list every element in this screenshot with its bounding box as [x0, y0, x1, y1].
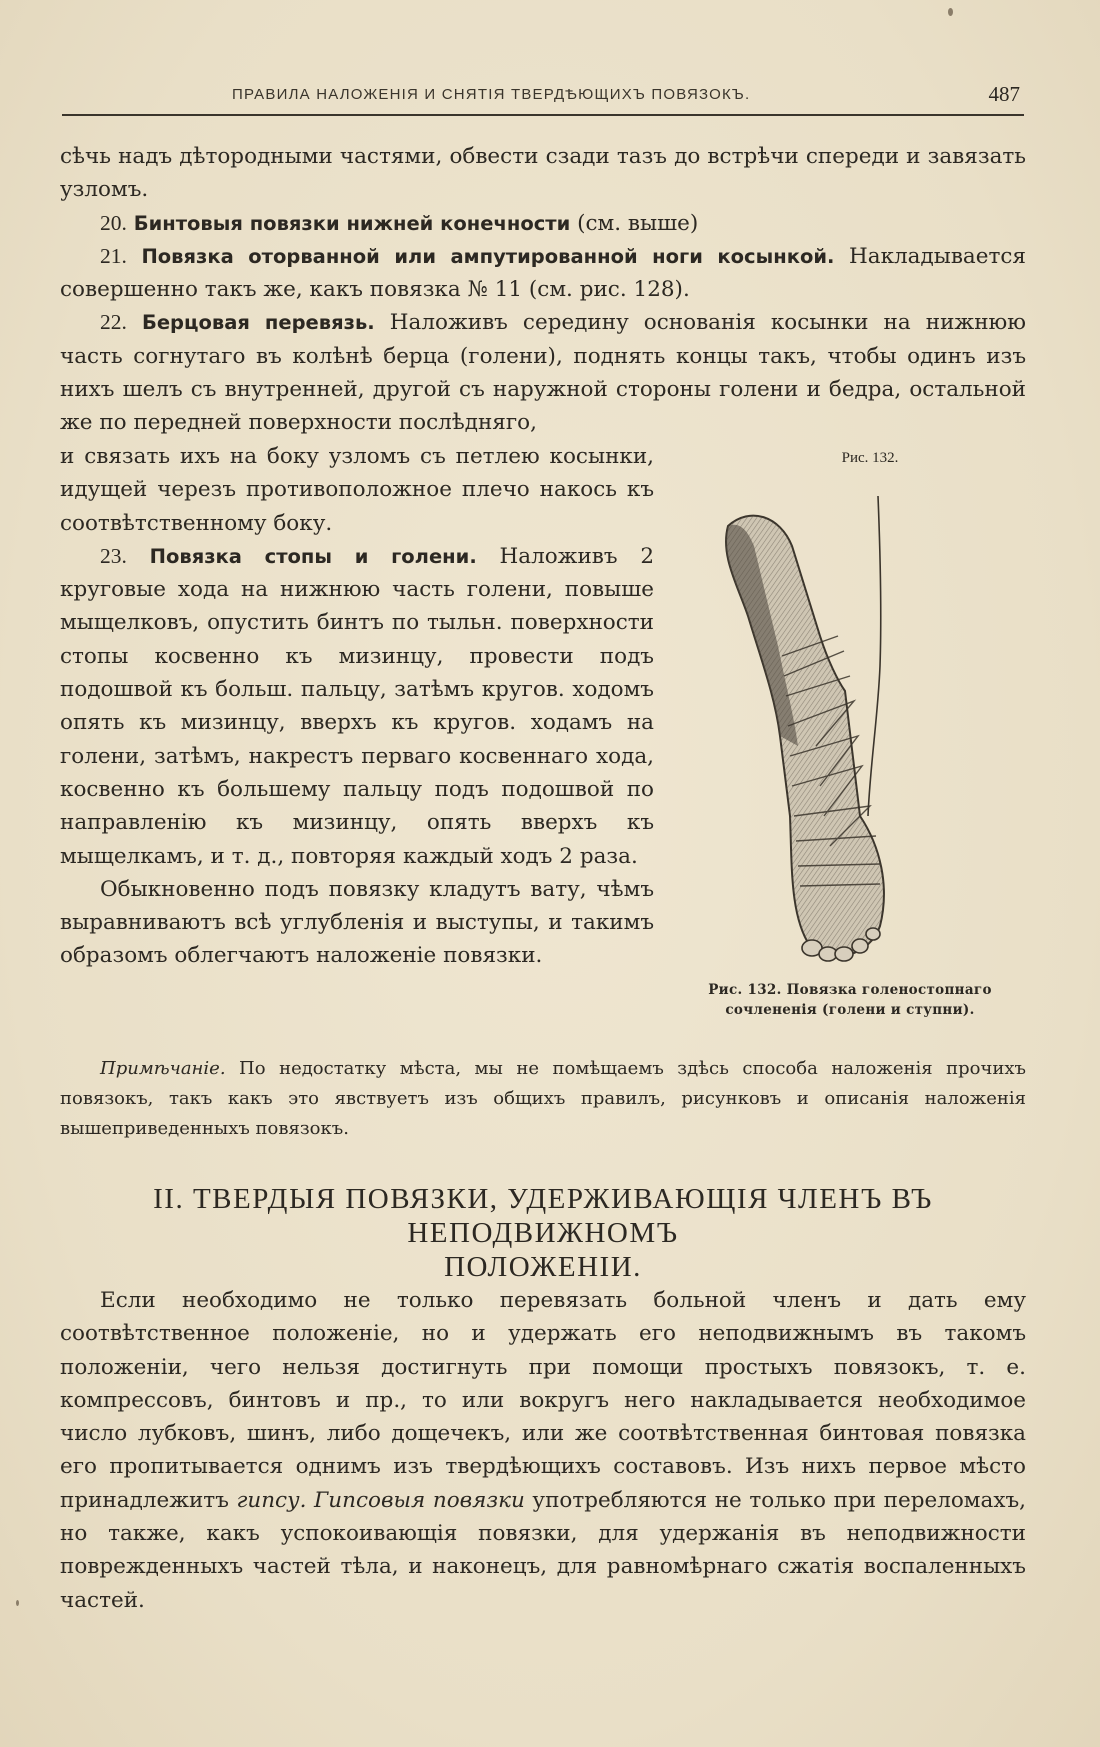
item-22-text: Наложивъ середину основанія косынки на нижнюю часть согнутаго въ колѣнѣ берца (голени), поднять концы такъ, чтобы одинъ изъ нихъ шелъ съ внутренней, другой съ наружной стороны голени и бедра, остальной же по передней поверхности послѣдняго, — [60, 310, 1026, 436]
cotton-text: Обыкновенно подъ повязку кладутъ вату, чѣмъ выравниваютъ всѣ углубленія и выступы, и такимъ образомъ облегчаютъ наложеніе повязки. — [60, 876, 654, 969]
cotton-paragraph — [60, 873, 654, 973]
note-label: Примѣчаніе. — [100, 1058, 226, 1079]
note-text: По недостатку мѣста, мы не помѣщаемъ здѣсь способа наложенія прочихъ повязокъ, такъ какъ это явствуетъ изъ общихъ правилъ, рисунковъ и описанія наложенія вышеприведенныхъ повязокъ. — [60, 1058, 1026, 1139]
section-body — [60, 1284, 1026, 1617]
item-22-number: 22. — [100, 310, 127, 335]
continuation-text: сѣчь надъ дѣтородными частями, обвести сзади тазъ до встрѣчи спереди и завязать узломъ. — [60, 144, 1026, 203]
figure-132 — [690, 450, 1010, 1026]
item-23-heading: Повязка стопы и голени. — [149, 544, 477, 568]
continuation-paragraph — [60, 140, 1026, 207]
page-number: 487 — [988, 82, 1020, 106]
running-header — [62, 84, 1024, 116]
figure-caption — [690, 980, 1010, 1020]
section-italic-1: гипсу. — [236, 1487, 307, 1513]
wrapped-text-column — [60, 440, 654, 973]
footnote — [60, 1054, 1026, 1144]
upper-text — [60, 140, 1026, 440]
item-21 — [60, 240, 1026, 307]
item-22-continued — [60, 440, 654, 540]
item-21-heading: Повязка оторванной или ампутированной ноги косынкой. — [141, 244, 835, 268]
item-20-heading: Бинтовыя повязки нижней конечности — [133, 211, 571, 235]
section-text-1: Если необходимо не только перевязать больной членъ и дать ему соотвѣтственное положеніе, но и удержать его неподвижнымъ въ такомъ положеніи, чего нельзя достигнуть при помощи простыхъ повязокъ, т. е. компрессовъ, бинтовъ и пр., то или вокругъ него накладывается необходимое число лубковъ, шинъ, либо дощечекъ, или же соотвѣтственная бинтовая повязка его пропитывается однимъ изъ твердѣющихъ составовъ. Изъ нихъ первое мѣсто принадлежитъ — [60, 1288, 1026, 1513]
section-text-2: употребляются не только при переломахъ, но также, какъ успокоивающія повязки, для удержанія въ неподвижности поврежденныхъ частей тѣла, и наконецъ, для равномѣрнаго сжатія воспаленныхъ частей. — [60, 1487, 1026, 1613]
bandaged-foot-illustration-icon — [720, 486, 970, 966]
item-23 — [60, 540, 654, 873]
item-22-text-continued: и связать ихъ на боку узломъ съ петлею косынки, идущей черезъ противоположное плечо накось къ соотвѣтственному боку. — [60, 444, 654, 536]
figure-caption-line-2: сочлененія (голени и ступни). — [725, 1002, 975, 1018]
running-title: ПРАВИЛА НАЛОЖЕНІЯ И СНЯТІЯ ТВЕРДѢЮЩИХЪ ПОВЯЗОКЪ. — [232, 86, 751, 103]
figure-caption-line-1: Рис. 132. Повязка голеностопнаго — [708, 982, 992, 998]
item-21-number: 21. — [100, 243, 127, 268]
item-22-heading: Берцовая перевязь. — [141, 311, 375, 335]
paper-speck — [948, 8, 953, 16]
figure-label: Рис. 132. — [841, 450, 899, 466]
item-22 — [60, 306, 1026, 439]
item-23-text: Наложивъ 2 круговые хода на нижнюю часть голени, повыше мыщелковъ, опустить бинтъ по тыльн. поверхности стопы косвенно къ мизинцу, провести подъ подошвой къ больш. пальцу, затѣмъ кругов. ходомъ опять къ мизинцу, вверхъ къ кругов. ходамъ на голени, затѣмъ, накрестъ перваго косвеннаго хода, косвенно къ большему пальцу подъ подошвой по направленію къ мизинцу, опять вверхъ къ мыщелкамъ, и т. д., повторяя каждый ходъ 2 раза. — [60, 543, 654, 869]
item-21-text: Накладывается совершенно такъ же, какъ повязка № 11 (см. рис. 128). — [60, 243, 1026, 303]
section-paragraph — [60, 1284, 1026, 1617]
section-heading — [60, 1182, 1026, 1284]
section-heading-line-1: II. ТВЕРДЫЯ ПОВЯЗКИ, УДЕРЖИВАЮЩІЯ ЧЛЕНЪ ВЪ НЕПОДВИЖНОМЪ — [153, 1183, 933, 1249]
item-23-number: 23. — [100, 543, 127, 568]
section-heading-line-2: ПОЛОЖЕНІИ. — [444, 1251, 642, 1283]
item-20-number: 20. — [100, 210, 127, 235]
item-20-text: (см. выше) — [577, 210, 699, 236]
section-italic-2: Гипсовыя повязки — [314, 1487, 525, 1513]
item-20 — [60, 207, 1026, 240]
paper-speck — [16, 1600, 19, 1606]
